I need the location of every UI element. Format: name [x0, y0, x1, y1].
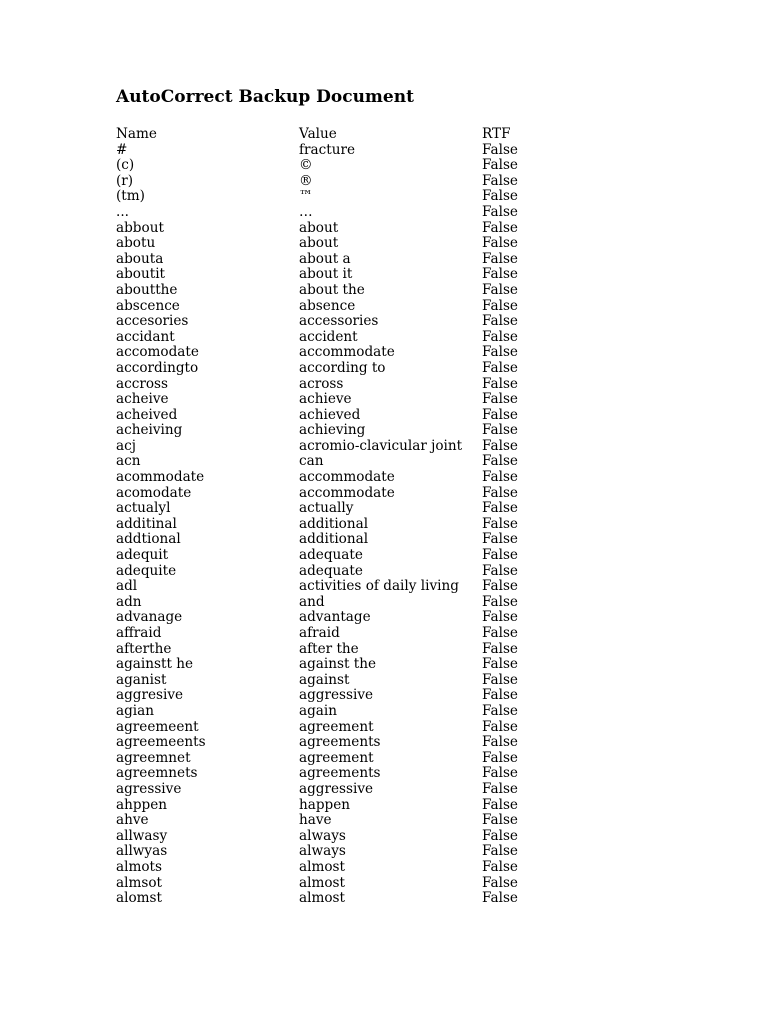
row-value-cell: and [299, 593, 325, 610]
table-row [116, 486, 562, 502]
row-rtf-cell: False [482, 297, 518, 314]
row-name-cell: accesories [116, 313, 189, 330]
row-value-cell: … [299, 203, 313, 220]
row-rtf-cell: False [482, 874, 518, 891]
row-name-cell: againstt he [116, 656, 194, 673]
row-value-cell: absence [299, 297, 356, 314]
row-name-cell: advanage [116, 609, 183, 626]
row-value-cell: happen [299, 796, 351, 813]
table-row [116, 517, 562, 533]
row-name-cell: aggresive [116, 687, 184, 704]
row-name-cell: accidant [116, 328, 175, 345]
row-value-cell: against the [299, 656, 377, 673]
table-row [116, 844, 562, 860]
row-value-cell: have [299, 812, 332, 829]
row-name-cell: actualyl [116, 500, 171, 517]
table-row [116, 735, 562, 751]
row-name-cell: acheiving [116, 422, 183, 439]
row-rtf-cell: False [482, 578, 518, 595]
row-name-cell: alomst [116, 890, 162, 907]
table-row [116, 283, 562, 299]
row-name-cell: almots [116, 858, 162, 875]
row-rtf-cell: False [482, 796, 518, 813]
row-rtf-cell: False [482, 734, 518, 751]
table-row [116, 392, 562, 408]
row-name-cell: affraid [116, 625, 162, 641]
header-row [116, 127, 562, 143]
row-rtf-cell: False [482, 812, 518, 829]
header-name: Name [116, 126, 157, 142]
row-value-cell: additional [299, 531, 369, 548]
table-row [116, 252, 562, 268]
row-value-cell: against [299, 671, 350, 688]
header-rtf: RTF [482, 126, 511, 142]
table-row [116, 626, 562, 642]
row-name-cell: addtional [116, 531, 181, 548]
row-name-cell: aboutit [116, 266, 166, 283]
table-row [116, 610, 562, 626]
row-name-cell: abscence [116, 297, 180, 314]
table-row [116, 221, 562, 237]
table-row [116, 330, 562, 346]
row-name-cell: adequit [116, 547, 169, 564]
row-name-cell: acommodate [116, 469, 205, 486]
row-name-cell: accomodate [116, 344, 199, 361]
row-name-cell: abotu [116, 235, 156, 252]
table-row [116, 751, 562, 767]
row-name-cell: # [116, 141, 128, 158]
row-rtf-cell: False [482, 656, 518, 673]
row-value-cell: agreements [299, 765, 381, 782]
table-row [116, 267, 562, 283]
row-value-cell: about [299, 219, 339, 236]
table-row [116, 579, 562, 595]
row-name-cell: agreemeent [116, 718, 199, 735]
row-rtf-cell: False [482, 858, 518, 875]
table-row [116, 470, 562, 486]
table-row [116, 423, 562, 439]
row-rtf-cell: False [482, 313, 518, 330]
row-value-cell: adequate [299, 562, 363, 579]
row-name-cell: agressive [116, 780, 182, 797]
row-name-cell: almsot [116, 874, 162, 891]
row-name-cell: ... [116, 203, 129, 220]
row-name-cell: aganist [116, 671, 167, 688]
row-rtf-cell: False [482, 281, 518, 298]
table-row [116, 501, 562, 517]
row-rtf-cell: False [482, 141, 518, 158]
row-name-cell: accordingto [116, 359, 199, 376]
row-name-cell: additinal [116, 515, 177, 532]
row-value-cell: actually [299, 500, 354, 517]
table-row [116, 595, 562, 611]
row-value-cell: afraid [299, 625, 340, 641]
row-value-cell: adequate [299, 547, 363, 564]
row-value-cell: achieve [299, 391, 352, 408]
row-value-cell: accommodate [299, 344, 395, 361]
row-rtf-cell: False [482, 188, 518, 205]
table-row [116, 377, 562, 393]
row-value-cell: almost [299, 890, 345, 907]
table-row [116, 236, 562, 252]
row-name-cell: agreemeents [116, 734, 206, 751]
row-value-cell: agreement [299, 718, 374, 735]
table-row [116, 205, 562, 221]
row-rtf-cell: False [482, 890, 518, 907]
row-name-cell: abbout [116, 219, 164, 236]
row-rtf-cell: False [482, 453, 518, 470]
table-body [116, 143, 562, 907]
table-row [116, 299, 562, 315]
row-rtf-cell: False [482, 609, 518, 626]
row-rtf-cell: False [482, 219, 518, 236]
row-value-cell: accommodate [299, 484, 395, 501]
row-name-cell: (c) [116, 157, 135, 174]
row-value-cell: after the [299, 640, 359, 657]
row-rtf-cell: False [482, 500, 518, 517]
table-row [116, 813, 562, 829]
header-value: Value [299, 126, 337, 142]
row-rtf-cell: False [482, 531, 518, 548]
row-name-cell: accross [116, 375, 168, 392]
row-name-cell: acheive [116, 391, 169, 408]
row-value-cell: agreement [299, 749, 374, 766]
row-name-cell: abouta [116, 250, 164, 267]
row-rtf-cell: False [482, 422, 518, 439]
row-value-cell: achieving [299, 422, 366, 439]
row-value-cell: ™ [299, 188, 313, 205]
table-header [116, 127, 562, 143]
table-row [116, 891, 562, 907]
row-rtf-cell: False [482, 765, 518, 782]
table-row [116, 174, 562, 190]
row-rtf-cell: False [482, 328, 518, 345]
row-name-cell: acn [116, 453, 141, 470]
table-row [116, 439, 562, 455]
row-rtf-cell: False [482, 157, 518, 174]
row-value-cell: accessories [299, 313, 379, 330]
row-rtf-cell: False [482, 344, 518, 361]
row-rtf-cell: False [482, 469, 518, 486]
table-row [116, 189, 562, 205]
row-rtf-cell: False [482, 359, 518, 376]
row-value-cell: about it [299, 266, 353, 283]
row-value-cell: accident [299, 328, 358, 345]
table-row [116, 532, 562, 548]
row-value-cell: according to [299, 359, 386, 376]
row-name-cell: aboutthe [116, 281, 178, 298]
row-rtf-cell: False [482, 547, 518, 564]
row-rtf-cell: False [482, 172, 518, 189]
row-value-cell: achieved [299, 406, 361, 423]
row-value-cell: activities of daily living [299, 578, 459, 595]
row-rtf-cell: False [482, 625, 518, 641]
row-value-cell: ® [299, 172, 313, 189]
row-rtf-cell: False [482, 391, 518, 408]
table-row [116, 766, 562, 782]
document-page [116, 86, 676, 907]
table-row [116, 720, 562, 736]
row-rtf-cell: False [482, 718, 518, 735]
row-rtf-cell: False [482, 827, 518, 844]
row-value-cell: can [299, 453, 324, 470]
row-value-cell: acromio-clavicular joint [299, 437, 463, 454]
row-name-cell: acomodate [116, 484, 192, 501]
table-row [116, 782, 562, 798]
row-rtf-cell: False [482, 235, 518, 252]
row-value-cell: almost [299, 858, 345, 875]
row-name-cell: adl [116, 578, 138, 595]
row-rtf-cell: False [482, 780, 518, 797]
table-row [116, 314, 562, 330]
row-rtf-cell: False [482, 437, 518, 454]
row-name-cell: agreemnets [116, 765, 198, 782]
table-row [116, 829, 562, 845]
row-name-cell: (r) [116, 172, 134, 189]
row-value-cell: about the [299, 281, 365, 298]
row-rtf-cell: False [482, 671, 518, 688]
document-title: AutoCorrect Backup Document [116, 87, 414, 107]
row-rtf-cell: False [482, 406, 518, 423]
autocorrect-table [116, 127, 562, 907]
table-row [116, 876, 562, 892]
row-name-cell: afterthe [116, 640, 172, 657]
row-value-cell: about [299, 235, 339, 252]
row-rtf-cell: False [482, 515, 518, 532]
table-row [116, 454, 562, 470]
table-row [116, 564, 562, 580]
row-name-cell: agreemnet [116, 749, 191, 766]
table-row [116, 642, 562, 658]
row-rtf-cell: False [482, 266, 518, 283]
table-row [116, 688, 562, 704]
row-name-cell: adn [116, 593, 142, 610]
row-value-cell: aggressive [299, 780, 374, 797]
row-value-cell: accommodate [299, 469, 395, 486]
row-name-cell: (tm) [116, 188, 145, 205]
row-value-cell: almost [299, 874, 345, 891]
row-value-cell: fracture [299, 141, 356, 158]
table-row [116, 704, 562, 720]
row-value-cell: about a [299, 250, 351, 267]
table-row [116, 548, 562, 564]
row-name-cell: acheived [116, 406, 178, 423]
row-name-cell: adequite [116, 562, 177, 579]
row-name-cell: ahppen [116, 796, 168, 813]
row-rtf-cell: False [482, 203, 518, 220]
row-value-cell: aggressive [299, 687, 374, 704]
row-value-cell: agreements [299, 734, 381, 751]
table-row [116, 361, 562, 377]
row-name-cell: ahve [116, 812, 149, 829]
row-rtf-cell: False [482, 687, 518, 704]
table-row [116, 860, 562, 876]
row-name-cell: acj [116, 437, 136, 454]
row-rtf-cell: False [482, 843, 518, 860]
table-row [116, 798, 562, 814]
row-value-cell: again [299, 702, 338, 719]
table-row [116, 408, 562, 424]
row-value-cell: © [299, 157, 313, 174]
row-rtf-cell: False [482, 749, 518, 766]
row-rtf-cell: False [482, 640, 518, 657]
table-row [116, 345, 562, 361]
row-rtf-cell: False [482, 593, 518, 610]
row-rtf-cell: False [482, 562, 518, 579]
row-value-cell: always [299, 843, 346, 860]
row-rtf-cell: False [482, 375, 518, 392]
row-rtf-cell: False [482, 702, 518, 719]
table-row [116, 158, 562, 174]
row-value-cell: advantage [299, 609, 371, 626]
row-value-cell: across [299, 375, 344, 392]
row-value-cell: additional [299, 515, 369, 532]
row-name-cell: allwyas [116, 843, 168, 860]
row-value-cell: always [299, 827, 346, 844]
row-rtf-cell: False [482, 250, 518, 267]
table-row [116, 657, 562, 673]
table-row [116, 673, 562, 689]
row-name-cell: agian [116, 702, 155, 719]
row-name-cell: allwasy [116, 827, 168, 844]
table-row [116, 143, 562, 159]
row-rtf-cell: False [482, 484, 518, 501]
